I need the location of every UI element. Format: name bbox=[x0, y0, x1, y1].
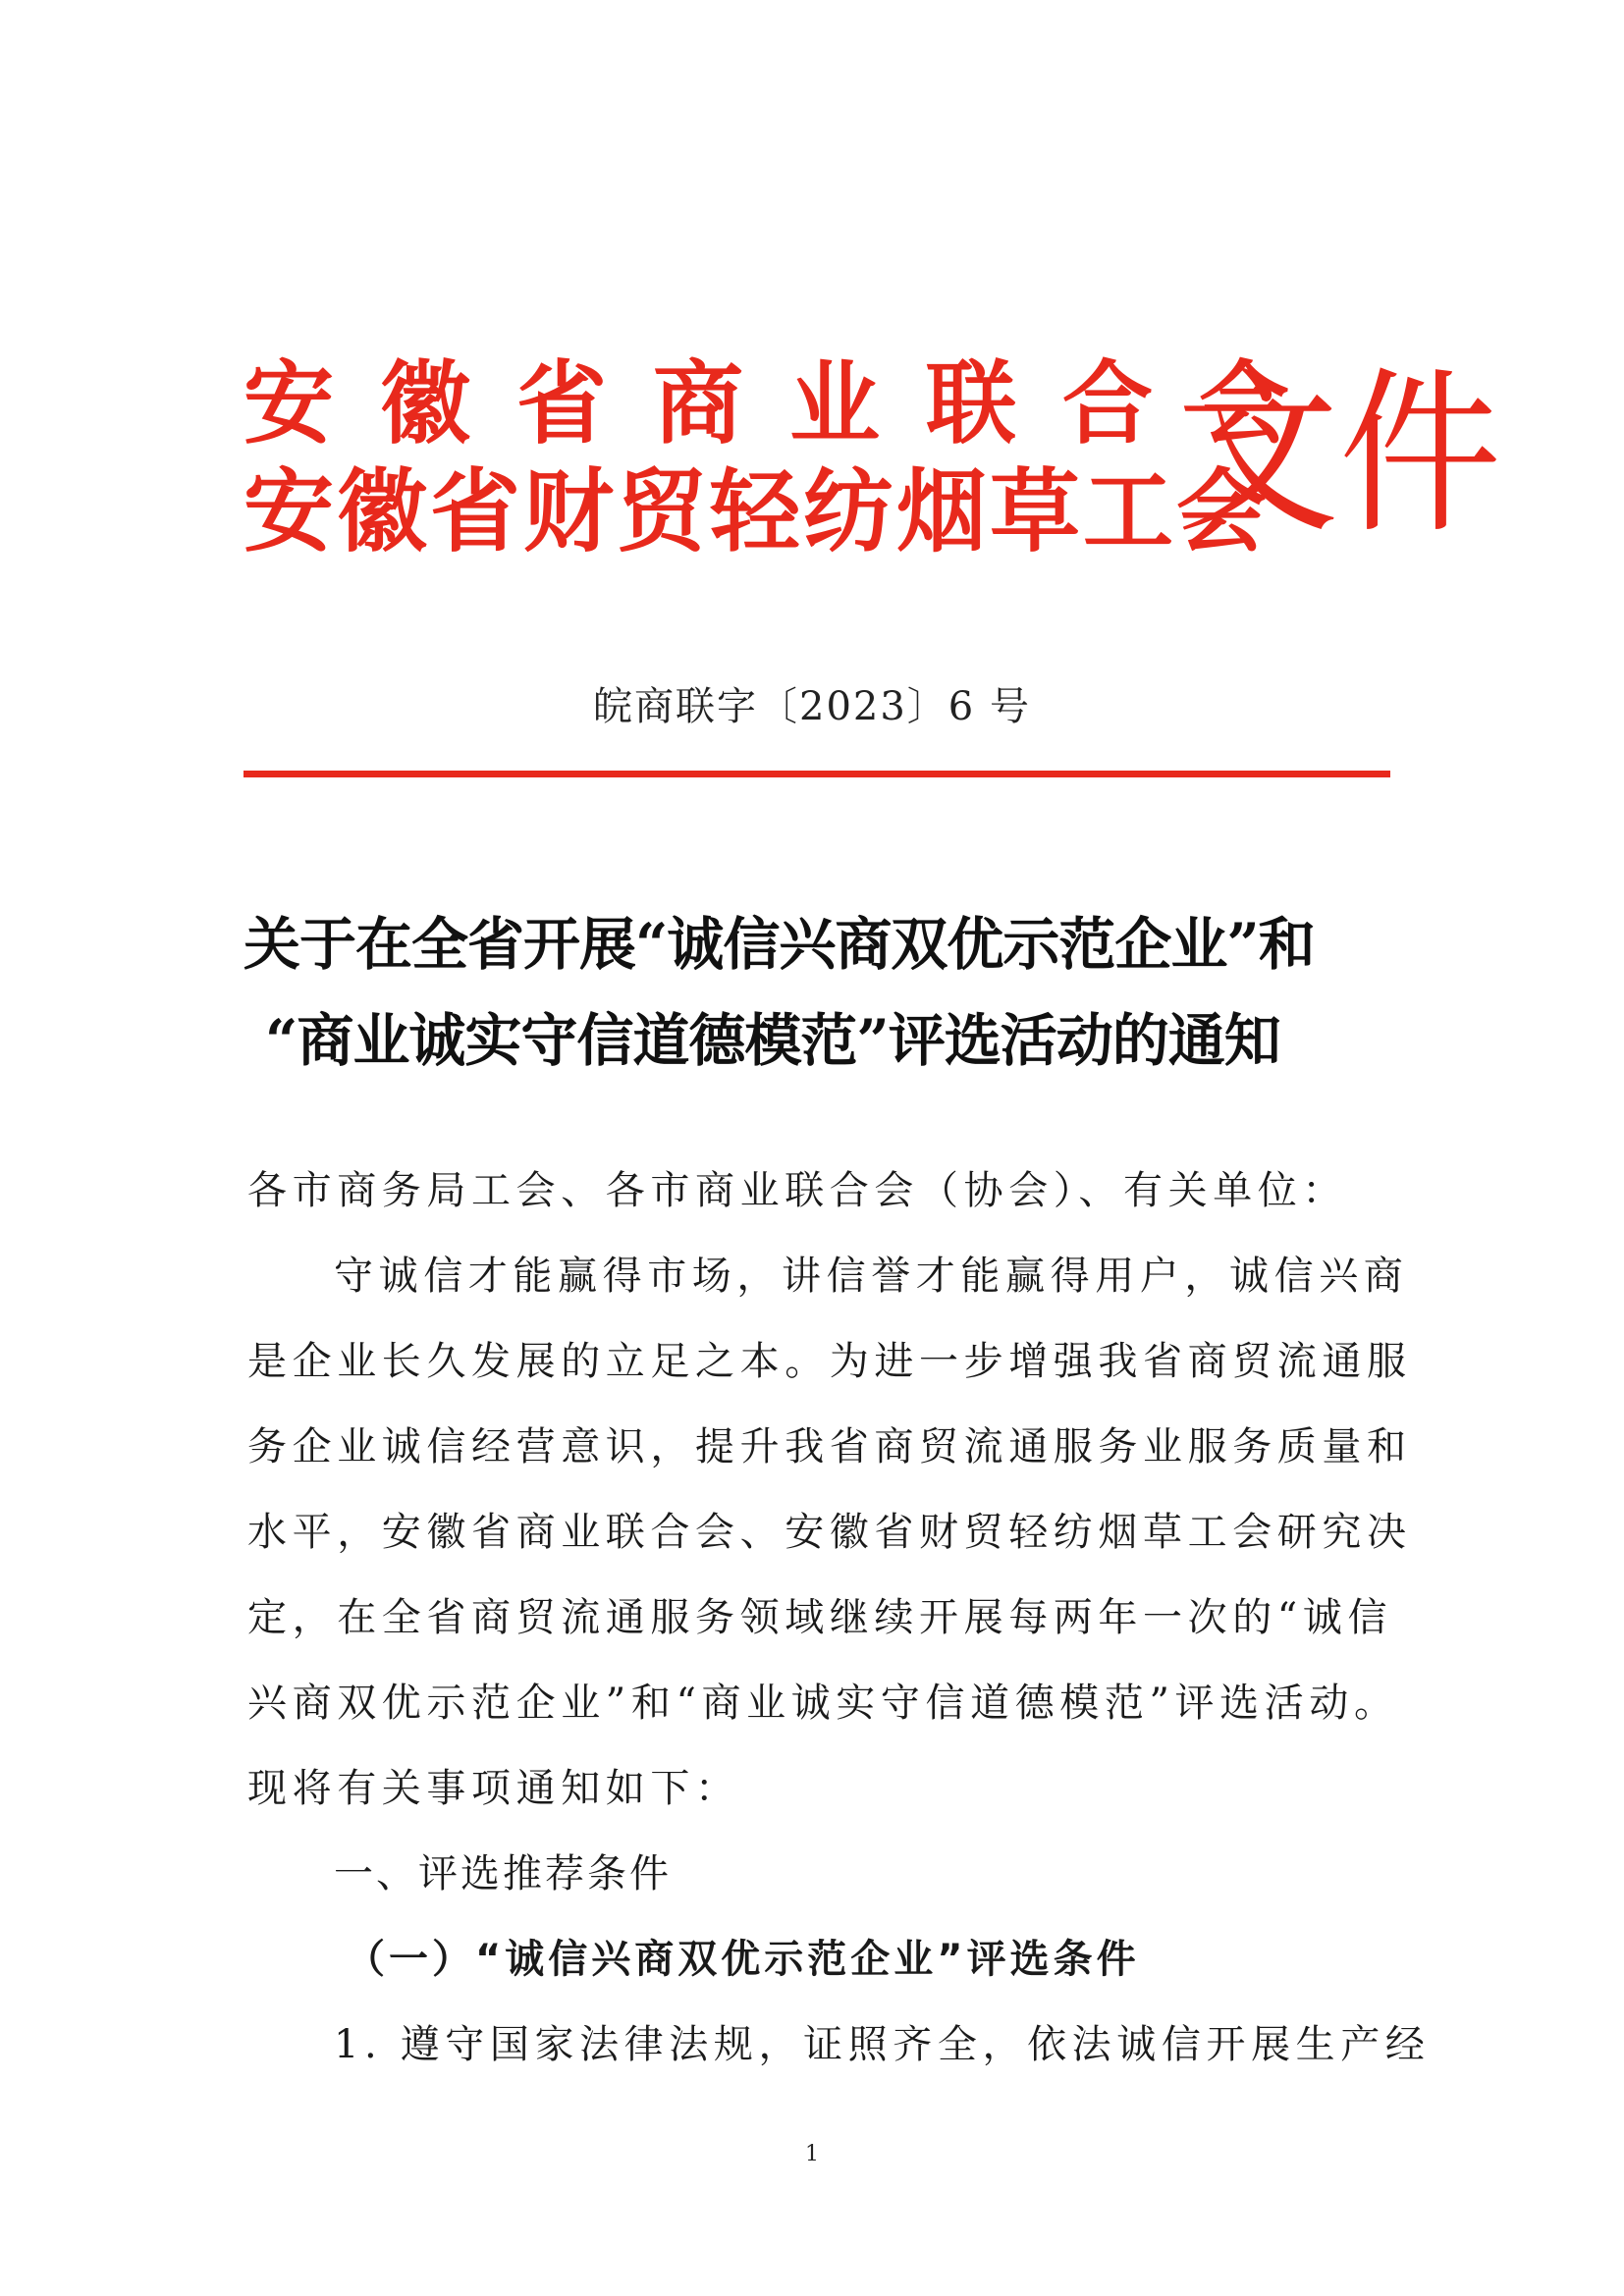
subsection-heading: （一）“诚信兴商双优示范企业”评选条件 bbox=[346, 1937, 1140, 1982]
letterhead-org-line1: 安徽省商业联合会 bbox=[244, 351, 1336, 456]
document-title-line1: 关于在全省开展“诚信兴商双优示范企业”和 bbox=[244, 911, 1315, 978]
list-item: 1. 遵守国家法律法规，证照齐全，依法诚信开展生产经 bbox=[334, 2022, 1431, 2067]
page-number: 1 bbox=[805, 2142, 819, 2166]
letterhead bbox=[244, 344, 1502, 569]
salutation: 各市商务局工会、各市商业联合会（协会）、有关单位： bbox=[247, 1168, 1347, 1213]
document-number: 皖商联字〔2023〕6 号 bbox=[593, 684, 1031, 729]
body-line: 水平，安徽省商业联合会、安徽省财贸轻纺烟草工会研究决 bbox=[247, 1510, 1412, 1555]
section-heading: 一、评选推荐条件 bbox=[334, 1851, 672, 1896]
body-line: 务企业诚信经营意识，提升我省商贸流通服务业服务质量和 bbox=[247, 1424, 1412, 1469]
body-line: 是企业长久发展的立足之本。为进一步增强我省商贸流通服 bbox=[247, 1339, 1412, 1384]
body-line: 定，在全省商贸流通服务领域继续开展每两年一次的“诚信 bbox=[247, 1595, 1393, 1640]
red-divider-rule bbox=[244, 771, 1390, 777]
body-line: 现将有关事项通知如下： bbox=[247, 1766, 740, 1811]
body-line: 守诚信才能赢得市场，讲信誉才能赢得用户，诚信兴商 bbox=[334, 1254, 1409, 1299]
document-title-line2: “商业诚实守信道德模范”评选活动的通知 bbox=[265, 1007, 1280, 1074]
letterhead-doc-type: 文件 bbox=[1176, 352, 1502, 558]
letterhead-org-line2: 安徽省财贸轻纺烟草工会 bbox=[244, 459, 1271, 564]
body-line: 兴商双优示范企业”和“商业诚实守信道德模范”评选活动。 bbox=[247, 1681, 1399, 1726]
